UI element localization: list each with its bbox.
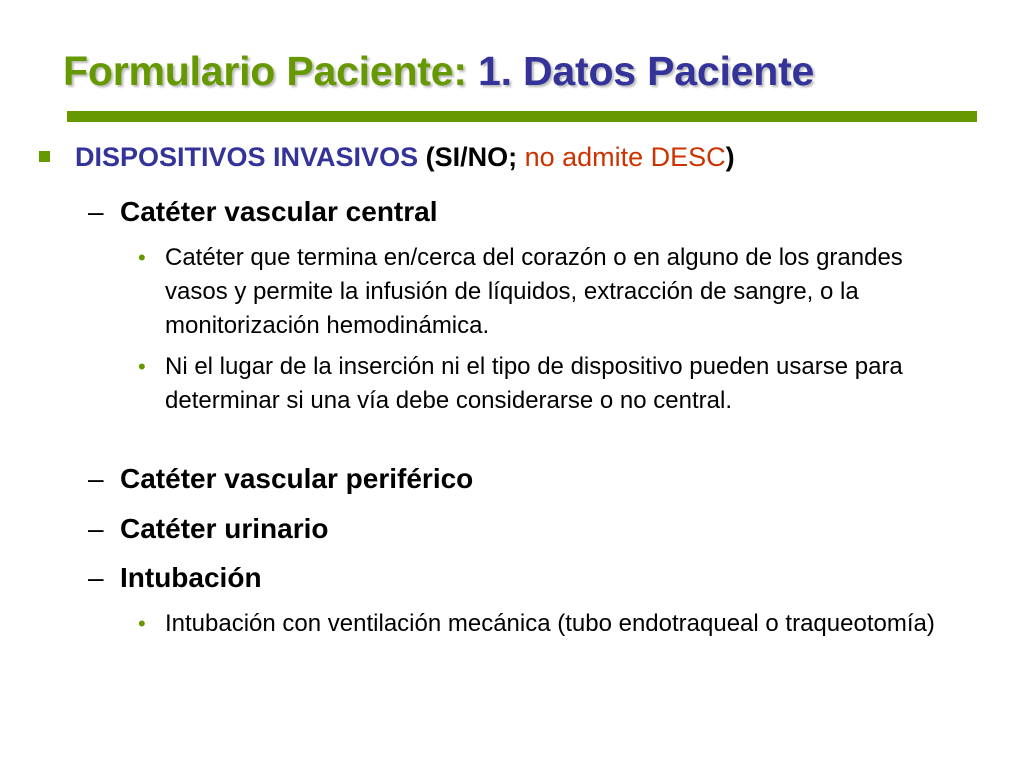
- detail-text: Catéter que termina en/cerca del corazón o en alguno de los grandes vasos y permite la infusión de líquidos, extracción de sangre, o la monitorización hemodinámica.: [165, 244, 903, 339]
- section-paren-close: ): [725, 142, 735, 172]
- slide-title: [63, 48, 814, 95]
- detail-item: [138, 607, 945, 641]
- title-part1: Formulario Paciente:: [63, 48, 479, 94]
- dash-bullet: –: [88, 463, 104, 494]
- dash-bullet: –: [88, 513, 104, 544]
- section-heading-text: DISPOSITIVOS INVASIVOS: [75, 142, 419, 172]
- list-item-label: Catéter vascular periférico: [120, 463, 474, 494]
- section-heading: [75, 142, 735, 173]
- title-part2: 1. Datos Paciente: [478, 48, 815, 94]
- detail-text: Intubación con ventilación mecánica (tubo endotraqueal o traqueotomía): [165, 610, 935, 637]
- list-item-label: Catéter urinario: [120, 513, 329, 544]
- dash-bullet: –: [88, 196, 104, 227]
- list-item-urinary: [88, 513, 329, 545]
- title-underline: [67, 111, 977, 122]
- dot-bullet: •: [138, 611, 146, 636]
- dash-bullet: –: [88, 562, 104, 593]
- detail-item: [138, 350, 945, 418]
- list-item-cvc: [88, 196, 438, 228]
- list-item-label: Intubación: [120, 562, 262, 593]
- square-bullet-icon: [39, 151, 50, 162]
- dot-bullet: •: [138, 354, 146, 379]
- detail-text: Ni el lugar de la inserción ni el tipo de dispositivo pueden usarse para determinar si una vía debe considerarse o no central.: [165, 353, 903, 414]
- detail-item: [138, 241, 945, 343]
- list-item-label: Catéter vascular central: [120, 196, 438, 227]
- section-note: no admite DESC: [524, 142, 726, 172]
- section-paren-open: (SI/NO;: [418, 142, 525, 172]
- list-item-intubation: [88, 562, 262, 594]
- list-item-peripheral: [88, 463, 474, 495]
- dot-bullet: •: [138, 245, 146, 270]
